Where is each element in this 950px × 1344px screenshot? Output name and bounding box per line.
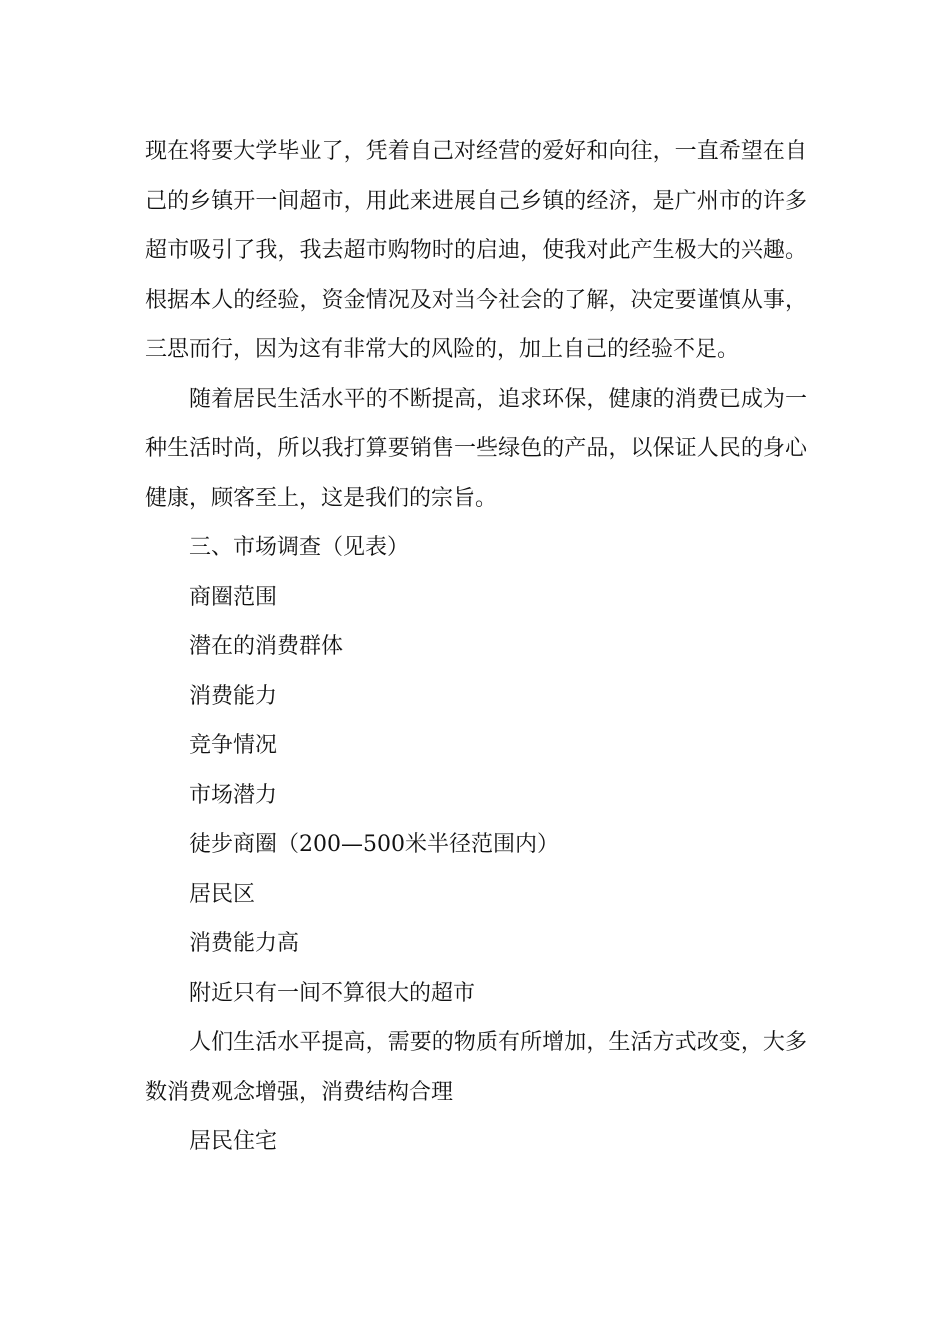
table-item-competition: 竞争情况 bbox=[189, 733, 278, 758]
table-item-walking-area: 徒步商圈（200—500米半径范围内） bbox=[189, 832, 559, 857]
document-body bbox=[145, 127, 807, 1167]
market-potential-paragraph: 人们生活水平提高，需要的物质有所增加，生活方式改变，大多数消费观念增强，消费结构合理 bbox=[145, 1030, 807, 1105]
table-item-spending-power: 消费能力 bbox=[189, 683, 278, 709]
table-item-residential: 居民区 bbox=[189, 881, 256, 907]
table-item-potential-consumers: 潜在的消费群体 bbox=[189, 634, 344, 659]
intro-paragraph: 现在将要大学毕业了，凭着自己对经营的爱好和向往，一直希望在自己的乡镇开一间超市，用此来进展自己乡镇的经济，是广州市的许多超市吸引了我，我去超市购物时的启迪，使我对此产生极大的兴趣。根据本人的经验，资金情况及对当今社会的了解，决定要谨慎从事，三思而行，因为这有非常大的风险的，加上自己的经验不足。 bbox=[145, 139, 807, 362]
table-item-housing: 居民住宅 bbox=[189, 1129, 278, 1154]
table-item-market-potential: 市场潜力 bbox=[189, 782, 278, 808]
section-heading: 三、市场调查（见表） bbox=[189, 535, 410, 560]
table-item-trade-area: 商圈范围 bbox=[189, 584, 278, 610]
purpose-paragraph: 随着居民生活水平的不断提高，追求环保，健康的消费已成为一种生活时尚，所以我打算要销售一些绿色的产品，以保证人民的身心健康，顾客至上，这是我们的宗旨。 bbox=[145, 386, 807, 511]
table-item-one-supermarket: 附近只有一间不算很大的超市 bbox=[189, 980, 476, 1006]
table-item-high-spending: 消费能力高 bbox=[189, 931, 300, 956]
